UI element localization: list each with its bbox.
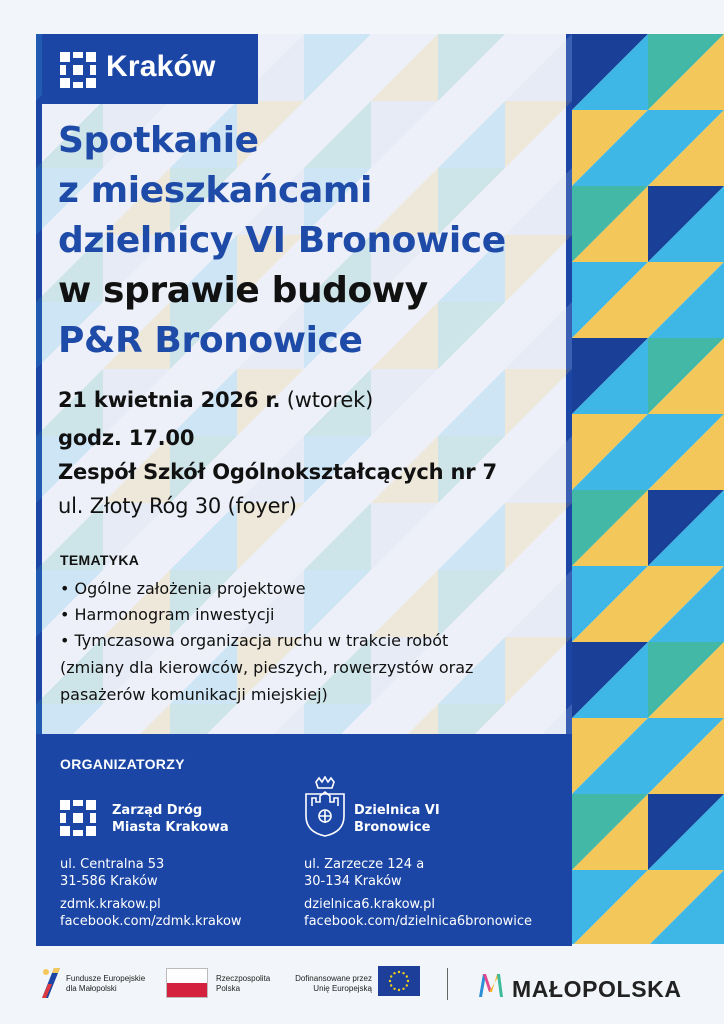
eu-star	[402, 988, 404, 990]
title-line-5: P&R Bronowice	[58, 320, 363, 361]
rp-line-2: Polska	[216, 984, 241, 993]
bg-pattern-triangle	[304, 101, 371, 168]
zdmk-name-line-1: Zarząd Dróg	[112, 803, 203, 818]
eu-star	[393, 972, 395, 974]
zdmk-logo-icon	[60, 800, 96, 836]
eu-star	[402, 972, 404, 974]
triangle-pattern	[572, 34, 724, 944]
title-line-1: Spotkanie	[58, 120, 259, 161]
district-name	[354, 802, 440, 836]
rp-line-1: Rzeczpospolita	[216, 974, 271, 983]
topic-item: • Harmonogram inwestycji	[60, 605, 275, 624]
event-venue: Zespół Szkół Ogólnokształcących nr 7	[58, 460, 497, 484]
eu-star	[406, 984, 408, 986]
district-facebook-link[interactable]: facebook.com/dzielnica6bronowice	[304, 914, 533, 929]
rp-logo-text	[216, 974, 270, 994]
bg-pattern-triangle	[36, 704, 103, 734]
bg-pattern-triangle	[237, 704, 304, 734]
zdmk-contact	[60, 896, 242, 930]
footer-divider	[447, 968, 448, 1000]
malopolska-logo-icon	[476, 970, 506, 1000]
zdmk-street: ul. Centralna 53	[60, 857, 165, 872]
bg-pattern-triangle	[505, 503, 572, 570]
eu-star	[406, 975, 408, 977]
bg-pattern-triangle	[371, 503, 438, 570]
event-weekday: (wtorek)	[286, 388, 374, 412]
event-venue-line	[58, 458, 497, 486]
bg-pattern-triangle	[505, 34, 572, 101]
bg-pattern-triangle	[438, 302, 505, 369]
topics-heading: TEMATYKA	[60, 552, 140, 568]
bg-pattern-triangle	[505, 637, 572, 704]
district-name-line-2: Bronowice	[354, 820, 431, 835]
eu-logo-text	[290, 974, 372, 994]
bg-pattern-triangle	[505, 570, 572, 637]
bg-pattern-triangle	[438, 369, 505, 436]
district-address	[304, 856, 424, 890]
event-time: godz. 17.00	[58, 426, 195, 450]
fe-line-1: Fundusze Europejskie	[66, 974, 146, 983]
bg-pattern-triangle	[505, 302, 572, 369]
logo-text: Kraków	[106, 50, 216, 83]
fe-logo-text	[66, 974, 145, 994]
bg-pattern-triangle	[371, 34, 438, 101]
bg-pattern-triangle	[505, 101, 572, 168]
bg-pattern-triangle	[371, 369, 438, 436]
bg-pattern-triangle	[505, 436, 572, 503]
bg-pattern-triangle	[505, 235, 572, 302]
malopolska-text: MAŁOPOLSKA	[512, 976, 682, 1002]
krakow-logo-icon	[60, 52, 96, 88]
bg-pattern-triangle	[304, 34, 371, 101]
bg-pattern-triangle	[371, 101, 438, 168]
bg-pattern-triangle	[170, 704, 237, 734]
zdmk-website-link[interactable]: zdmk.krakow.pl	[60, 897, 161, 912]
bg-pattern-triangle	[438, 34, 505, 101]
zdmk-name	[112, 802, 229, 836]
zdmk-city: 31-586 Kraków	[60, 874, 158, 889]
zdmk-facebook-link[interactable]: facebook.com/zdmk.krakow	[60, 914, 242, 929]
district-street: ul. Zarzecze 124 a	[304, 857, 425, 872]
topic-item: pasażerów komunikacji miejskiej)	[60, 685, 328, 704]
zdmk-name-line-2: Miasta Krakowa	[112, 820, 229, 835]
polish-flag-icon	[166, 968, 208, 998]
title-line-3: dzielnicy VI Bronowice	[58, 220, 506, 261]
bg-pattern-triangle	[103, 704, 170, 734]
eu-flag-icon	[378, 966, 420, 996]
district-website-link[interactable]: dzielnica6.krakow.pl	[304, 897, 435, 912]
bg-pattern-triangle	[304, 503, 371, 570]
topic-item: (zmiany dla kierowców, pieszych, rowerzystów oraz	[60, 658, 474, 677]
district-contact	[304, 896, 532, 930]
fe-logo-icon	[40, 964, 62, 1000]
zdmk-address	[60, 856, 164, 890]
eu-star	[407, 980, 409, 982]
district-name-line-1: Dzielnica VI	[354, 803, 440, 818]
eu-line-2: Unię Europejską	[313, 984, 372, 993]
bg-pattern-triangle	[505, 168, 572, 235]
eu-star	[390, 975, 392, 977]
eu-star	[398, 989, 400, 991]
event-address: ul. Złoty Róg 30 (foyer)	[58, 494, 297, 518]
event-time-line	[58, 424, 194, 452]
eu-star	[393, 988, 395, 990]
bg-pattern-triangle	[505, 704, 572, 734]
district-city: 30-134 Kraków	[304, 874, 402, 889]
krakow-crest-icon	[302, 776, 348, 838]
bg-pattern-triangle	[438, 570, 505, 637]
bg-pattern-triangle	[438, 101, 505, 168]
bg-pattern-triangle	[371, 704, 438, 734]
event-date: 21 kwietnia 2026 r.	[58, 388, 281, 412]
title-line-4: w sprawie budowy	[58, 270, 428, 311]
bg-pattern-triangle	[304, 704, 371, 734]
bg-pattern-triangle	[438, 704, 505, 734]
bg-pattern-triangle	[438, 503, 505, 570]
event-date-line	[58, 386, 373, 414]
topic-item: • Tymczasowa organizacja ruchu w trakcie robót	[60, 631, 449, 650]
topic-item: • Ogólne założenia projektowe	[60, 579, 306, 598]
eu-star	[398, 971, 400, 973]
fe-line-2: dla Małopolski	[66, 984, 117, 993]
eu-line-1: Dofinansowane przez	[295, 974, 372, 983]
eu-star	[390, 984, 392, 986]
title-line-2: z mieszkańcami	[58, 170, 372, 211]
organizers-heading: ORGANIZATORZY	[60, 756, 185, 772]
eu-star	[389, 980, 391, 982]
bg-pattern-triangle	[371, 570, 438, 637]
bg-pattern-triangle	[304, 570, 371, 637]
bg-pattern-triangle	[505, 369, 572, 436]
